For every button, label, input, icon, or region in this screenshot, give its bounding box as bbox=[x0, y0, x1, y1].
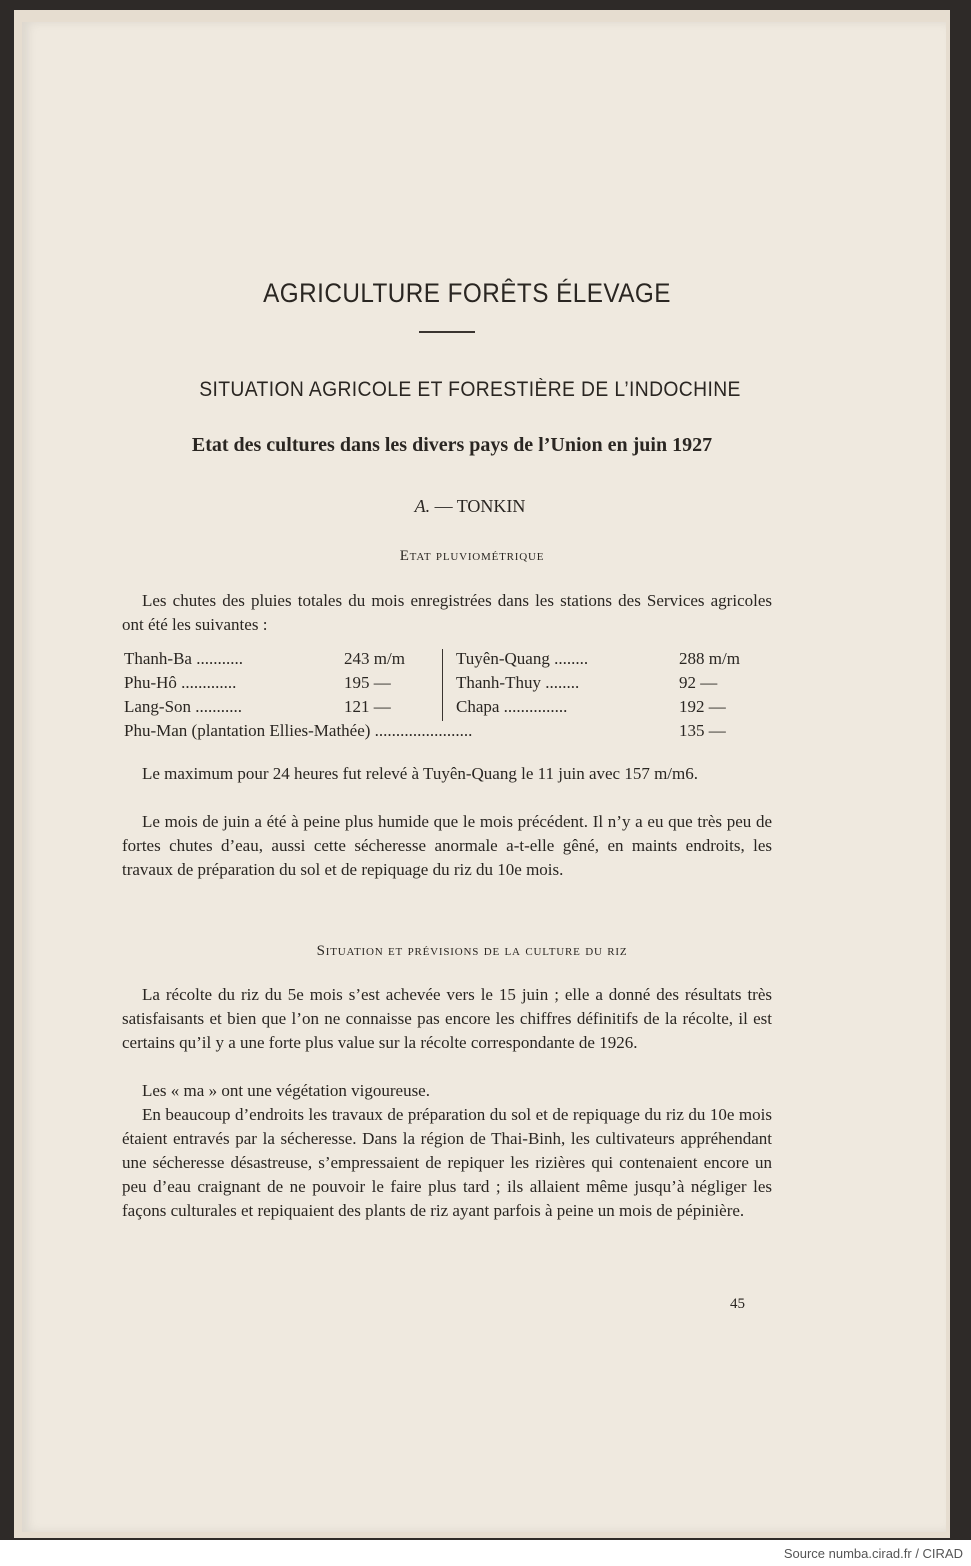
station-name: Thanh-Ba ........... bbox=[124, 649, 243, 668]
region-name: — TONKIN bbox=[430, 496, 526, 516]
station-name: Phu-Hô ............. bbox=[124, 673, 237, 692]
max-rain-paragraph: Le maximum pour 24 heures fut relevé à Tuyên-Quang le 11 juin avec 157 m/m6. bbox=[142, 764, 698, 783]
rain-value: 288 m/m bbox=[679, 649, 740, 668]
source-credit[interactable]: Source numba.cirad.fr / CIRAD bbox=[783, 1546, 963, 1561]
region-heading bbox=[22, 496, 918, 517]
station-name: Phu-Man (plantation Ellies-Mathée) ....................... bbox=[124, 721, 473, 740]
table-row bbox=[124, 649, 774, 673]
harvest-paragraph: La récolte du riz du 5e mois s’est achevée vers le 15 juin ; elle a donné des résultats très satisfaisants et bien que l’on ne connaisse pas encore les chiffres définitifs de la récolte, il est certains qu’il y a une forte plus value sur la récolte correspondante de 1926. bbox=[122, 985, 772, 1052]
station-name: Lang-Son ........... bbox=[124, 697, 243, 716]
rain-value: 243 m/m bbox=[344, 649, 405, 668]
state-title: Etat des cultures dans les divers pays de l’Union en juin 1927 bbox=[191, 434, 713, 456]
section-heading-rain: Etat pluviométrique bbox=[399, 548, 545, 564]
table-row bbox=[124, 673, 774, 697]
station-name: Thanh-Thuy ........ bbox=[456, 673, 580, 692]
table-row bbox=[124, 697, 774, 721]
rain-value: 195 — bbox=[344, 673, 391, 692]
ma-paragraph: Les « ma » ont une végétation vigoureuse. bbox=[142, 1081, 430, 1100]
station-name: Tuyên-Quang ........ bbox=[456, 649, 589, 668]
rainfall-table bbox=[124, 649, 774, 745]
station-name: Chapa ............... bbox=[456, 697, 568, 716]
section-heading-rice: Situation et prévisions de la culture du riz bbox=[316, 943, 628, 959]
document-page bbox=[22, 22, 946, 1532]
rain-value: 92 — bbox=[679, 673, 718, 692]
rain-value: 135 — bbox=[679, 721, 726, 740]
transplanting-paragraph: En beaucoup d’endroits les travaux de préparation du sol et de repiquage du riz du 10e mois étaient entravés par la sécheresse. Dans la région de Thai-Binh, les cultivateurs appréhendant une sécheresse désastreuse, s’empressaient de repiquer les rizières qui contenaient encore un peu d’eau craignant de ne pouvoir le faire plus tard ; ils allaient même jusqu’à négliger les façons culturales et repiquaient des plants de riz ayant parfois à peine un mois de pépinière. bbox=[122, 1105, 772, 1220]
rain-intro-paragraph: Les chutes des pluies totales du mois enregistrées dans les stations des Services agricoles ont été les suivantes : bbox=[122, 591, 772, 634]
main-title: AGRICULTURE FORÊTS ÉLEVAGE bbox=[263, 278, 671, 308]
rain-value: 121 — bbox=[344, 697, 391, 716]
title-rule bbox=[419, 331, 475, 333]
table-row bbox=[124, 721, 774, 745]
june-paragraph: Le mois de juin a été à peine plus humide que le mois précédent. Il n’y a eu que très peu de fortes chutes d’eau, aussi cette sécheresse anormale a-t-elle gêné, en maints endroits, les travaux de préparation du sol et de repiquage du riz du 10e mois. bbox=[122, 812, 772, 879]
rain-value: 192 — bbox=[679, 697, 726, 716]
region-letter: A. bbox=[414, 496, 431, 516]
subtitle: SITUATION AGRICOLE ET FORESTIÈRE DE L’INDOCHINE bbox=[199, 378, 741, 401]
page-number: 45 bbox=[730, 1296, 745, 1312]
